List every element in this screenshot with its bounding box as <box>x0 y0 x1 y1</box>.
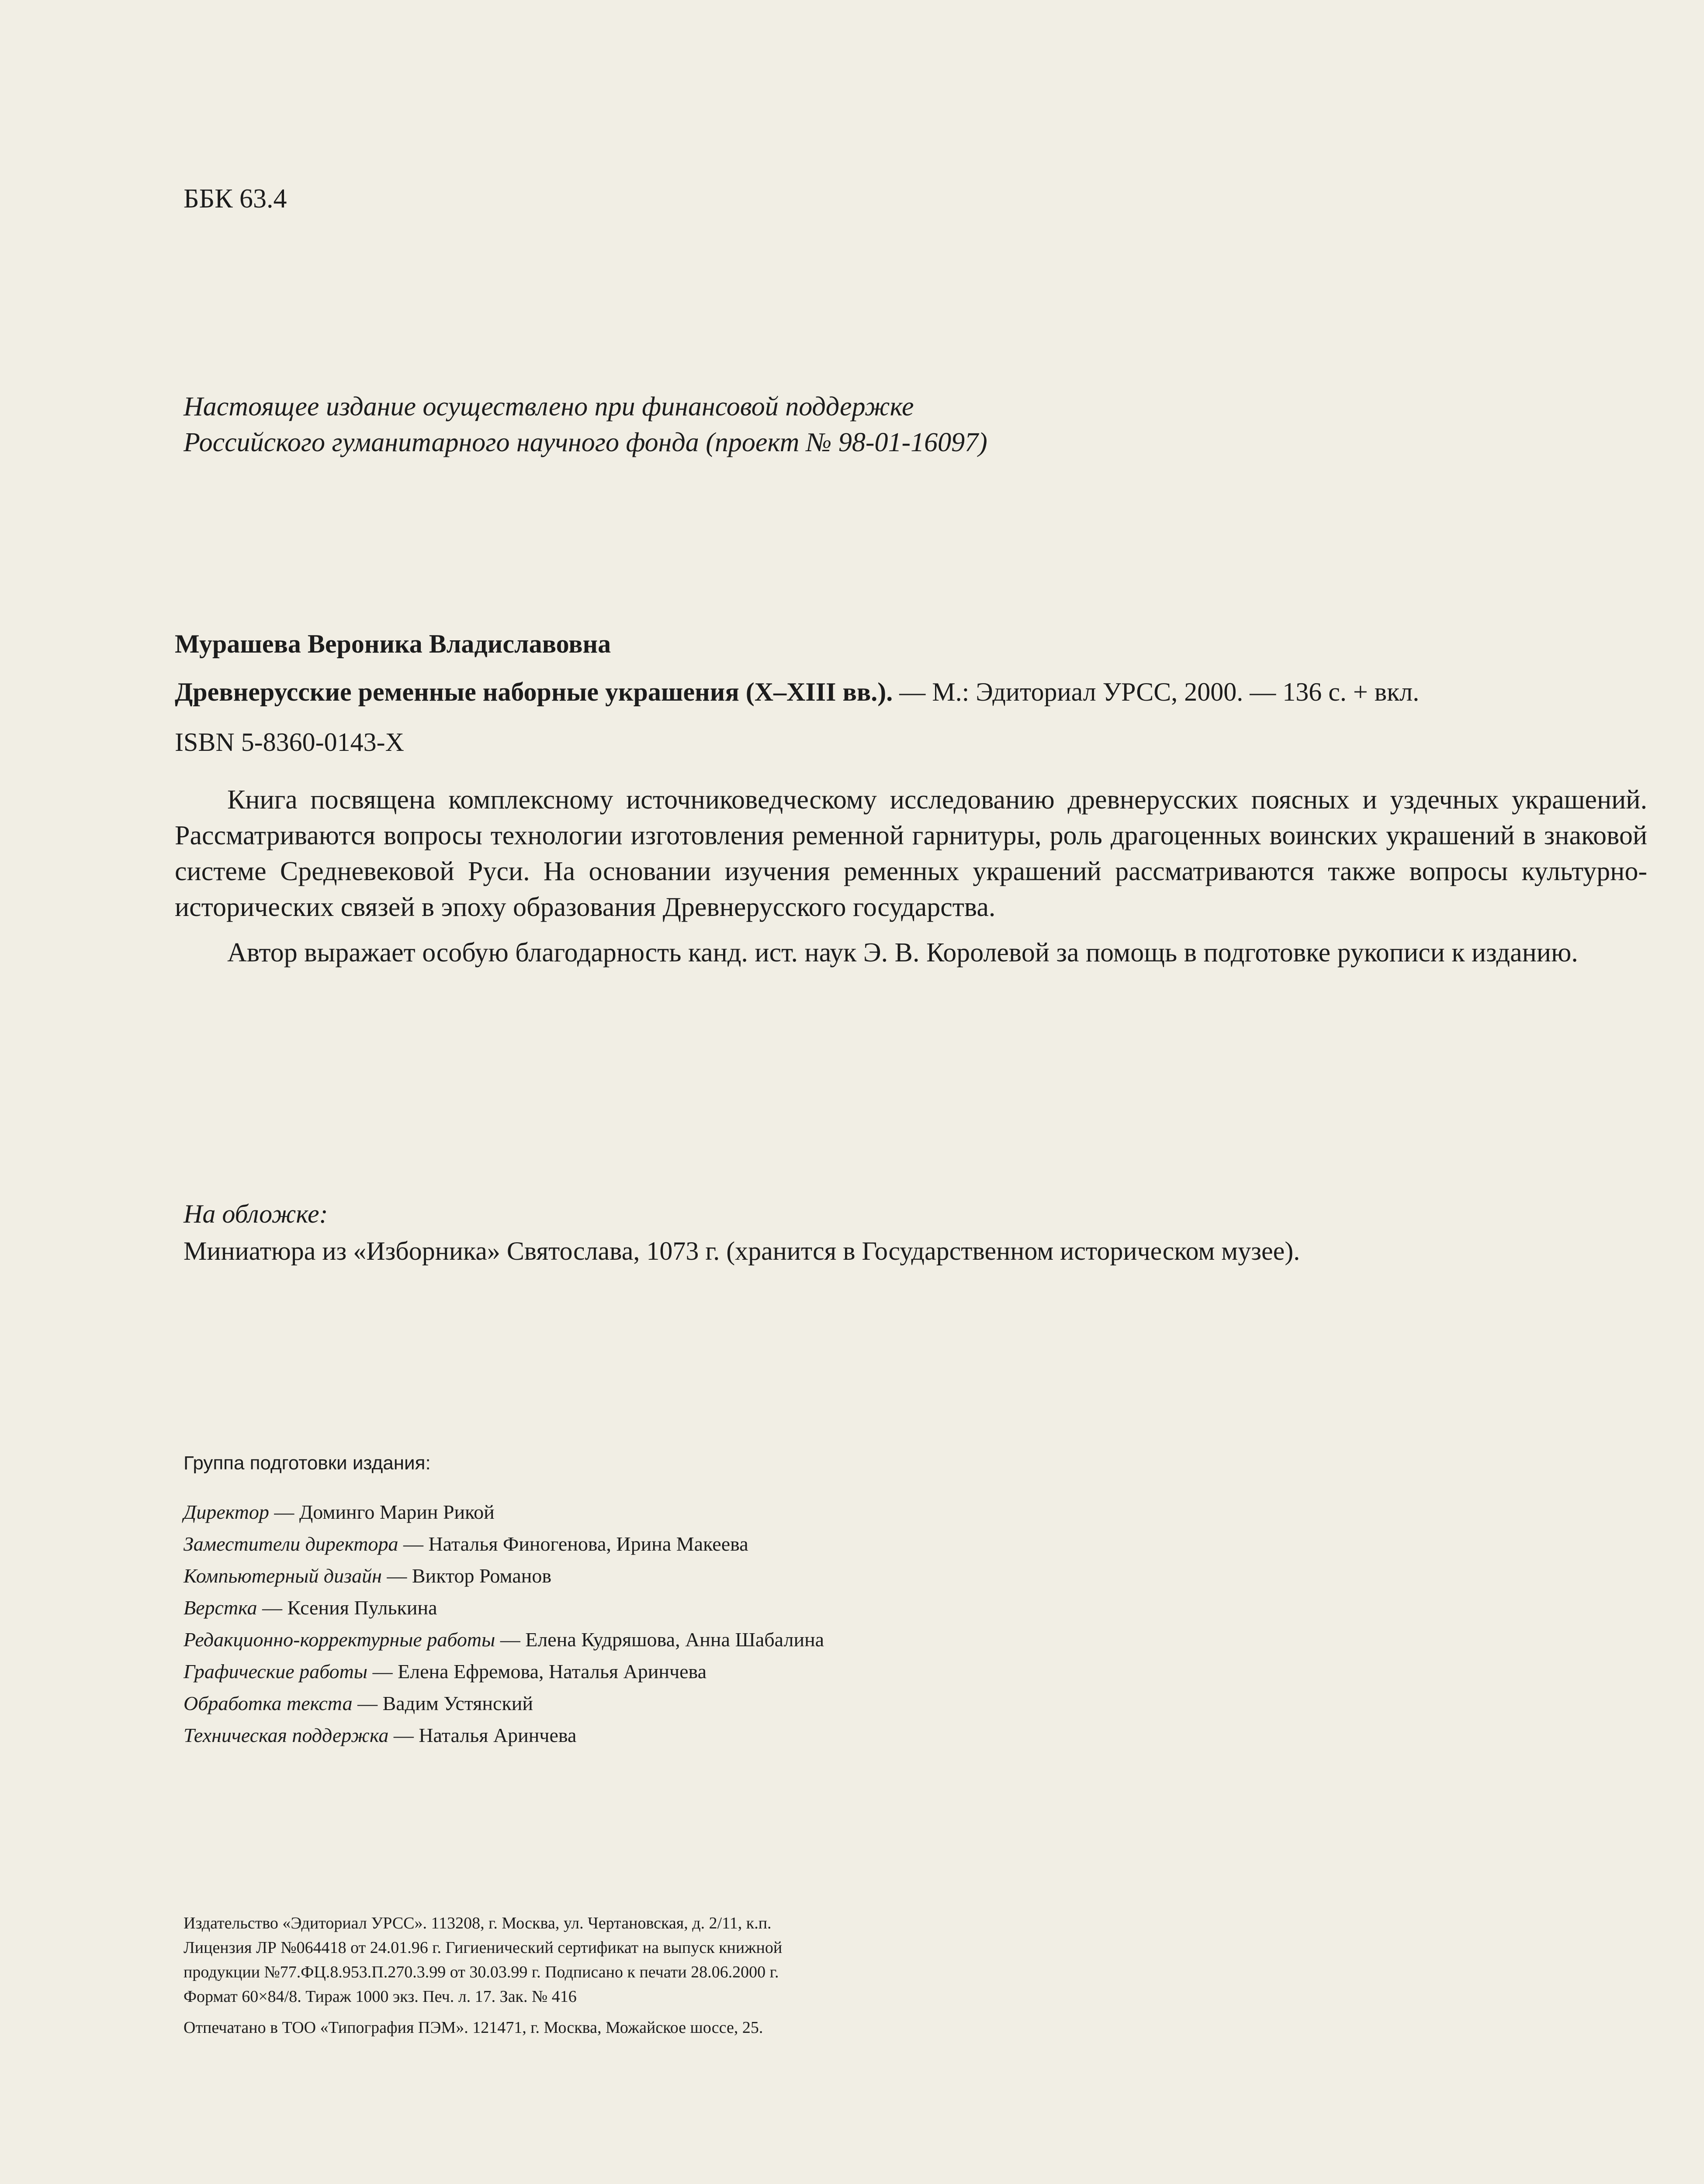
imprint-line: Формат 60×84/8. Тираж 1000 экз. Печ. л. 17. Зак. № 416 <box>184 1987 577 2006</box>
annotation-paragraph: Книга посвящена комплексному источниковедческому исследованию древнерусских поясных и уздечных украшений. Рассматриваются вопросы технологии изготовления ременной гарнитуры, роль драгоценных воинских украшений в знаковой системе Средневековой Руси. На основании изучения ременных украшений рассматриваются также вопросы культурно-исторических связей в эпоху образования Древнерусского государства. <box>175 785 1647 922</box>
acknowledgement-paragraph: Автор выражает особую благодарность канд. ист. наук Э. В. Королевой за помощь в подготовке рукописи к изданию. <box>227 938 1578 968</box>
crew-names: — Наталья Аринчева <box>388 1724 577 1746</box>
cover-heading: На обложке: <box>184 1199 328 1228</box>
imprint-line: продукции №77.ФЦ.8.953.П.270.3.99 от 30.03.99 г. Подписано к печати 28.06.2000 г. <box>184 1963 779 1981</box>
crew-row <box>184 1528 824 1560</box>
crew-names: — Ксения Пулькина <box>257 1597 437 1619</box>
crew-role: Директор <box>184 1501 269 1523</box>
crew-role: Редакционно-корректурные работы <box>184 1628 495 1651</box>
crew-names: — Виктор Романов <box>381 1565 552 1587</box>
crew-role: Обработка текста <box>184 1692 353 1714</box>
bbk-code: ББК 63.4 <box>184 184 287 214</box>
funding-note-line-2: Российского гуманитарного научного фонда (проект № 98-01-16097) <box>184 428 987 457</box>
crew-names: — Вадим Устянский <box>352 1692 533 1714</box>
crew-role: Верстка <box>184 1597 257 1619</box>
annotation <box>175 782 1647 971</box>
crew-names: — Наталья Финогенова, Ирина Макеева <box>398 1533 748 1555</box>
book-title: Древнерусские ременные наборные украшения (X–XIII вв.). <box>175 677 893 706</box>
crew-row <box>184 1496 824 1528</box>
crew-names: — Доминго Марин Рикой <box>269 1501 495 1523</box>
imprint-line: Лицензия ЛР №064418 от 24.01.96 г. Гигиенический сертификат на выпуск книжной <box>184 1939 783 1957</box>
book-imprint: — М.: Эдиториал УРСС, 2000. — 136 с. + вкл. <box>893 677 1420 706</box>
funding-note-line-1: Настоящее издание осуществлено при финансовой поддержке <box>184 392 914 422</box>
crew-list <box>184 1496 824 1751</box>
funding-note <box>184 389 1276 460</box>
crew-row <box>184 1719 824 1751</box>
crew-names: — Елена Кудряшова, Анна Шабалина <box>495 1628 824 1651</box>
crew-row <box>184 1592 824 1624</box>
crew-row <box>184 1560 824 1592</box>
isbn-top: ISBN 5-8360-0143-X <box>175 728 404 757</box>
crew-role: Заместители директора <box>184 1533 398 1555</box>
printer-info: Отпечатано в ТОО «Типография ПЭМ». 121471, г. Москва, Можайское шоссе, 25. <box>184 2018 763 2037</box>
crew-role: Компьютерный дизайн <box>184 1565 382 1587</box>
author-name: Мурашева Вероника Владиславовна <box>175 629 611 658</box>
crew-role: Графические работы <box>184 1660 368 1683</box>
crew-heading: Группа подготовки издания: <box>184 1452 431 1474</box>
crew-role: Техническая поддержка <box>184 1724 389 1746</box>
crew-names: — Елена Ефремова, Наталья Аринчева <box>367 1660 707 1683</box>
imprint-block <box>184 1911 782 2009</box>
imprint-line: Издательство «Эдиториал УРСС». 113208, г. Москва, ул. Чертановская, д. 2/11, к.п. <box>184 1914 772 1932</box>
crew-row <box>184 1624 824 1655</box>
crew-row <box>184 1687 824 1719</box>
crew-row <box>184 1655 824 1687</box>
bibliographic-title <box>175 677 1419 707</box>
cover-description: Миниатюра из «Изборника» Святослава, 1073 г. (хранится в Государственном историческом музее). <box>184 1237 1300 1265</box>
